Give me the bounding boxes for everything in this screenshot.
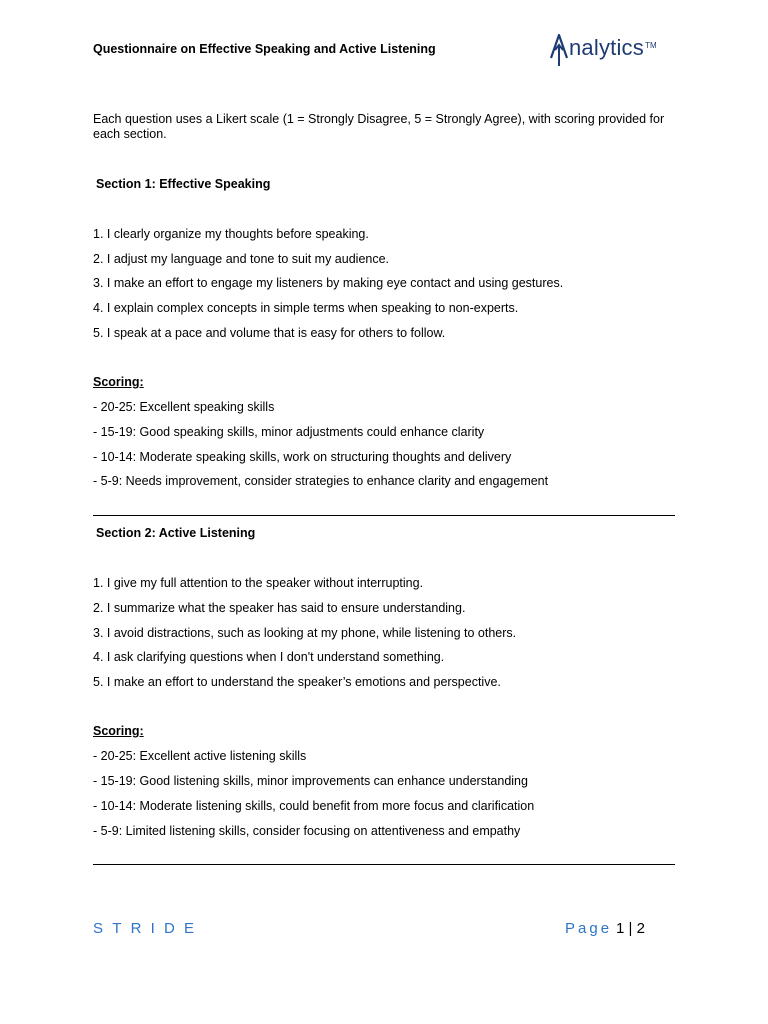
section-1-scoring-item: - 10-14: Moderate speaking skills, work on structuring thoughts and delivery [93,450,512,464]
section-1-scoring-label: Scoring: [93,375,144,389]
section-1-scoring-item: - 5-9: Needs improvement, consider strategies to enhance clarity and engagement [93,474,549,488]
section-2-question: 5. I make an effort to understand the speaker’s emotions and perspective. [93,675,501,689]
page-title: Questionnaire on Effective Speaking and Active Listening [93,42,436,56]
section-2-question: 2. I summarize what the speaker has said to ensure understanding. [93,601,466,615]
section-2-scoring-item: - 10-14: Moderate listening skills, could benefit from more focus and clarification [93,799,535,813]
section-2-question: 1. I give my full attention to the speaker without interrupting. [93,576,424,590]
logo-text: nalytics™ [569,35,657,60]
intro-paragraph: Each question uses a Likert scale (1 = Strongly Disagree, 5 = Strongly Agree), with scoring provided for each section. [93,112,665,141]
section-2-scoring-item: - 5-9: Limited listening skills, consider focusing on attentiveness and empathy [93,824,521,838]
section-1-question: 3. I make an effort to engage my listeners by making eye contact and using gestures. [93,276,564,290]
section-1-question: 5. I speak at a pace and volume that is easy for others to follow. [93,326,446,340]
section-1-question: 2. I adjust my language and tone to suit my audience. [93,252,390,266]
footer-brand: STRIDE [93,920,204,937]
page-indicator [565,920,645,937]
trademark-mark: TM [644,41,657,50]
section-divider [93,864,675,865]
section-1-title: Section 1: Effective Speaking [96,177,271,191]
section-divider [93,515,675,516]
section-1-question: 1. I clearly organize my thoughts before speaking. [93,227,369,241]
section-2-title: Section 2: Active Listening [96,526,256,540]
page-label: Page [565,920,613,937]
section-2-question: 4. I ask clarifying questions when I don't understand something. [93,650,445,664]
section-2-scoring-label: Scoring: [93,724,144,738]
section-1-scoring-item: - 15-19: Good speaking skills, minor adjustments could enhance clarity [93,425,485,439]
section-1-scoring-item: - 20-25: Excellent speaking skills [93,400,275,414]
section-2-question: 3. I avoid distractions, such as looking at my phone, while listening to others. [93,626,517,640]
page-number: 1 | 2 [616,920,645,937]
section-2-scoring-item: - 20-25: Excellent active listening skills [93,749,307,763]
company-logo [549,30,664,70]
section-2-scoring-item: - 15-19: Good listening skills, minor improvements can enhance understanding [93,774,528,788]
arrow-a-icon [549,32,569,68]
section-1-question: 4. I explain complex concepts in simple terms when speaking to non-experts. [93,301,519,315]
